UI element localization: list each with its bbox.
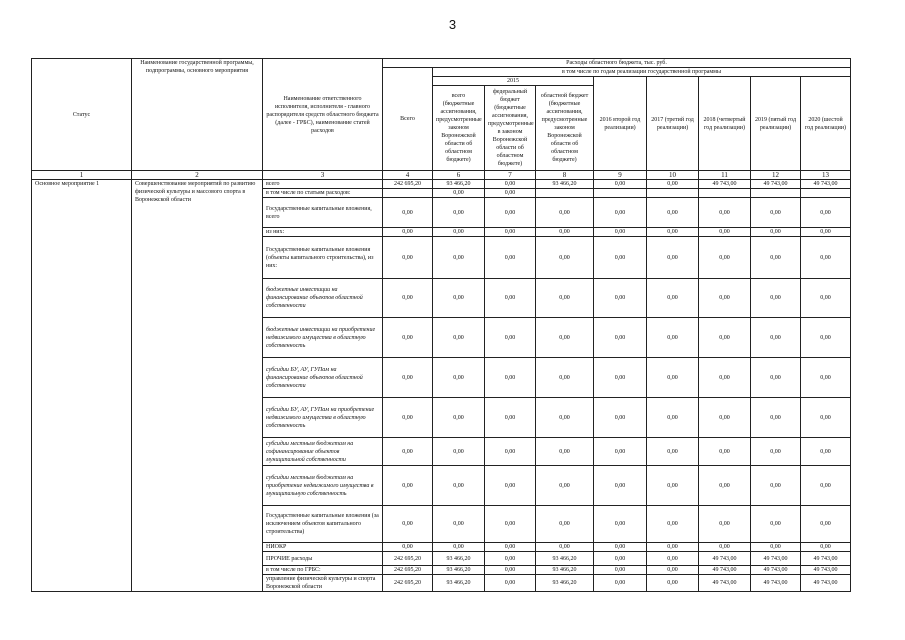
value-cell: 0,00 — [433, 506, 485, 543]
value-cell: 0,00 — [485, 466, 536, 506]
value-cell: 0,00 — [699, 506, 751, 543]
value-cell: 0,00 — [485, 318, 536, 358]
column-number: 6 — [433, 171, 485, 180]
value-cell: 0,00 — [751, 279, 801, 318]
header-2015-federal: федеральный бюджет (бюджетные ассигнования, предусмотренные в законом Воронежской области об областном бюджете) — [485, 86, 536, 171]
header-by-years: в том числе по годам реализации государственной программы — [433, 68, 851, 77]
value-cell: 0,00 — [383, 358, 433, 398]
value-cell: 0,00 — [433, 198, 485, 228]
value-cell: 0,00 — [801, 438, 851, 466]
value-cell: 0,00 — [751, 318, 801, 358]
value-cell — [751, 189, 801, 198]
value-cell: 242 695,20 — [383, 566, 433, 575]
value-cell: 93 466,20 — [536, 180, 594, 189]
value-cell: 0,00 — [594, 228, 647, 237]
value-cell: 0,00 — [594, 398, 647, 438]
value-cell: 49 743,00 — [699, 552, 751, 566]
value-cell: 0,00 — [383, 506, 433, 543]
value-cell: 0,00 — [383, 279, 433, 318]
value-cell: 0,00 — [433, 237, 485, 279]
value-cell: 49 743,00 — [751, 575, 801, 592]
row-label: ПРОЧИЕ расходы — [263, 552, 383, 566]
value-cell: 0,00 — [536, 506, 594, 543]
row-label: субсидии БУ, АУ, ГУПам на финансирование объектов областной собственности — [263, 358, 383, 398]
value-cell: 242 695,20 — [383, 180, 433, 189]
value-cell: 0,00 — [699, 438, 751, 466]
value-cell: 0,00 — [801, 279, 851, 318]
value-cell: 0,00 — [536, 543, 594, 552]
value-cell: 242 695,20 — [383, 552, 433, 566]
value-cell: 49 743,00 — [801, 566, 851, 575]
value-cell — [801, 189, 851, 198]
value-cell: 0,00 — [485, 237, 536, 279]
value-cell: 0,00 — [647, 398, 699, 438]
value-cell: 0,00 — [647, 358, 699, 398]
value-cell: 0,00 — [751, 398, 801, 438]
value-cell: 0,00 — [801, 506, 851, 543]
value-cell: 93 466,20 — [536, 552, 594, 566]
value-cell: 0,00 — [594, 506, 647, 543]
value-cell — [383, 189, 433, 198]
row-label: всего — [263, 180, 383, 189]
value-cell: 49 743,00 — [699, 575, 751, 592]
value-cell: 93 466,20 — [433, 180, 485, 189]
column-number-row — [32, 171, 851, 180]
value-cell: 0,00 — [801, 228, 851, 237]
header-2015-all: всего (бюджетные ассигнования, предусмотренные законом Воронежской области об областном бюджете) — [433, 86, 485, 171]
column-number: 9 — [594, 171, 647, 180]
value-cell: 93 466,20 — [433, 575, 485, 592]
value-cell: 0,00 — [383, 466, 433, 506]
value-cell: 93 466,20 — [433, 552, 485, 566]
value-cell: 0,00 — [801, 318, 851, 358]
value-cell: 0,00 — [383, 198, 433, 228]
value-cell: 242 695,20 — [383, 575, 433, 592]
value-cell: 0,00 — [699, 398, 751, 438]
header-2020: 2020 (шестой год реализации) — [801, 77, 851, 171]
value-cell: 93 466,20 — [433, 566, 485, 575]
value-cell: 93 466,20 — [536, 566, 594, 575]
header-total: Всего — [383, 68, 433, 171]
table-row — [32, 180, 851, 189]
value-cell: 0,00 — [647, 228, 699, 237]
value-cell: 0,00 — [536, 398, 594, 438]
column-number: 2 — [132, 171, 263, 180]
value-cell: 49 743,00 — [699, 566, 751, 575]
value-cell: 0,00 — [699, 237, 751, 279]
row-label: в том числе по статьям расходов: — [263, 189, 383, 198]
value-cell: 0,00 — [485, 543, 536, 552]
value-cell: 0,00 — [594, 279, 647, 318]
value-cell: 0,00 — [647, 506, 699, 543]
value-cell: 0,00 — [433, 543, 485, 552]
value-cell: 0,00 — [485, 180, 536, 189]
value-cell: 0,00 — [699, 198, 751, 228]
value-cell: 49 743,00 — [801, 180, 851, 189]
value-cell: 0,00 — [536, 466, 594, 506]
row-label: бюджетные инвестиции на приобретение недвижимого имущества в областную собственность — [263, 318, 383, 358]
value-cell: 0,00 — [485, 198, 536, 228]
value-cell: 0,00 — [433, 358, 485, 398]
page-number: 3 — [448, 17, 457, 32]
value-cell: 0,00 — [647, 237, 699, 279]
column-number: 11 — [699, 171, 751, 180]
value-cell: 0,00 — [485, 438, 536, 466]
column-number: 4 — [383, 171, 433, 180]
row-label: субсидии БУ, АУ, ГУПам на приобретение недвижимого имущества в областную собственность — [263, 398, 383, 438]
value-cell: 0,00 — [485, 189, 536, 198]
value-cell: 0,00 — [594, 552, 647, 566]
row-label: из них: — [263, 228, 383, 237]
column-number: 10 — [647, 171, 699, 180]
value-cell: 0,00 — [383, 237, 433, 279]
value-cell: 0,00 — [801, 358, 851, 398]
row-label: Государственные капитальные вложения, всего — [263, 198, 383, 228]
value-cell: 0,00 — [594, 180, 647, 189]
value-cell: 49 743,00 — [801, 575, 851, 592]
header-expenses-title: Расходы областного бюджета, тыс. руб. — [383, 59, 851, 68]
value-cell: 0,00 — [751, 228, 801, 237]
value-cell: 0,00 — [594, 566, 647, 575]
value-cell: 0,00 — [594, 575, 647, 592]
value-cell: 0,00 — [699, 358, 751, 398]
column-number: 8 — [536, 171, 594, 180]
value-cell: 0,00 — [485, 228, 536, 237]
value-cell: 0,00 — [751, 543, 801, 552]
value-cell: 0,00 — [485, 279, 536, 318]
header-2017: 2017 (третий год реализации) — [647, 77, 699, 171]
budget-table — [31, 58, 851, 592]
column-number: 3 — [263, 171, 383, 180]
value-cell: 0,00 — [699, 279, 751, 318]
column-number: 7 — [485, 171, 536, 180]
value-cell: 49 743,00 — [751, 566, 801, 575]
column-number: 1 — [32, 171, 132, 180]
value-cell — [647, 189, 699, 198]
value-cell: 0,00 — [647, 279, 699, 318]
value-cell: 0,00 — [647, 180, 699, 189]
value-cell: 0,00 — [647, 466, 699, 506]
value-cell: 0,00 — [536, 228, 594, 237]
value-cell: 0,00 — [594, 237, 647, 279]
value-cell — [536, 189, 594, 198]
value-cell: 0,00 — [433, 466, 485, 506]
value-cell: 49 743,00 — [801, 552, 851, 566]
value-cell: 0,00 — [699, 228, 751, 237]
value-cell: 0,00 — [751, 198, 801, 228]
row-label: субсидии местным бюджетам на софинансирование объектов муниципальной собственности — [263, 438, 383, 466]
value-cell: 0,00 — [751, 438, 801, 466]
value-cell: 0,00 — [801, 466, 851, 506]
value-cell: 0,00 — [536, 198, 594, 228]
value-cell: 0,00 — [485, 575, 536, 592]
value-cell: 0,00 — [594, 358, 647, 398]
value-cell: 0,00 — [485, 358, 536, 398]
value-cell: 0,00 — [594, 318, 647, 358]
value-cell: 0,00 — [485, 506, 536, 543]
value-cell: 0,00 — [699, 318, 751, 358]
status-cell: Основное мероприятие 1 — [32, 180, 132, 592]
value-cell: 0,00 — [647, 318, 699, 358]
value-cell: 0,00 — [383, 438, 433, 466]
header-program: Наименование государственной программы, подпрограммы, основного мероприятия — [132, 59, 263, 171]
value-cell: 0,00 — [801, 198, 851, 228]
value-cell: 49 743,00 — [699, 180, 751, 189]
row-label: Государственные капитальные вложения (за исключением объектов капитального строительства) — [263, 506, 383, 543]
value-cell: 0,00 — [751, 237, 801, 279]
value-cell: 0,00 — [647, 438, 699, 466]
column-number: 13 — [801, 171, 851, 180]
value-cell: 0,00 — [594, 198, 647, 228]
value-cell: 0,00 — [647, 552, 699, 566]
value-cell — [699, 189, 751, 198]
value-cell: 0,00 — [594, 438, 647, 466]
value-cell: 0,00 — [801, 237, 851, 279]
value-cell: 0,00 — [536, 279, 594, 318]
value-cell: 0,00 — [647, 575, 699, 592]
value-cell: 0,00 — [383, 228, 433, 237]
row-label: управление физической культуры и спорта Воронежской области — [263, 575, 383, 592]
value-cell: 93 466,20 — [536, 575, 594, 592]
row-label: Государственные капитальные вложения (объекты капитального строительства), из них: — [263, 237, 383, 279]
value-cell: 0,00 — [433, 438, 485, 466]
value-cell: 0,00 — [383, 318, 433, 358]
header-2016: 2016 второй год реализации) — [594, 77, 647, 171]
value-cell: 0,00 — [485, 566, 536, 575]
header-status: Статус — [32, 59, 132, 171]
header-2019: 2019 (пятый год реализации) — [751, 77, 801, 171]
value-cell: 0,00 — [801, 398, 851, 438]
value-cell: 0,00 — [433, 398, 485, 438]
value-cell: 0,00 — [383, 398, 433, 438]
header-2015-regional: областной бюджет (бюджетные ассигнования, предусмотренные законом Воронежской области об областном бюджете) — [536, 86, 594, 171]
value-cell: 0,00 — [433, 189, 485, 198]
header-2018: 2018 (четвертый год реализации) — [699, 77, 751, 171]
value-cell: 0,00 — [485, 398, 536, 438]
value-cell: 0,00 — [594, 543, 647, 552]
value-cell: 0,00 — [485, 552, 536, 566]
value-cell: 0,00 — [594, 466, 647, 506]
value-cell: 0,00 — [699, 466, 751, 506]
row-label: бюджетные инвестиции на финансирование объектов областной собственности — [263, 279, 383, 318]
value-cell: 0,00 — [751, 506, 801, 543]
value-cell — [594, 189, 647, 198]
value-cell: 0,00 — [433, 279, 485, 318]
value-cell: 0,00 — [536, 358, 594, 398]
value-cell: 0,00 — [536, 438, 594, 466]
header-year-2015: 2015 — [433, 77, 594, 86]
value-cell: 0,00 — [536, 237, 594, 279]
value-cell: 0,00 — [383, 543, 433, 552]
header-executor: Наименование ответственного исполнителя, исполнителя - главного распорядителя средств областного бюджета (далее - ГРБС), наименование статей расходов — [263, 59, 383, 171]
column-number: 12 — [751, 171, 801, 180]
value-cell: 0,00 — [433, 318, 485, 358]
value-cell: 49 743,00 — [751, 180, 801, 189]
row-label: субсидии местным бюджетам на приобретение недвижимого имущества в муниципальную собственность — [263, 466, 383, 506]
value-cell: 0,00 — [647, 198, 699, 228]
value-cell: 49 743,00 — [751, 552, 801, 566]
row-label: в том числе по ГРБС: — [263, 566, 383, 575]
value-cell: 0,00 — [801, 543, 851, 552]
value-cell: 0,00 — [433, 228, 485, 237]
value-cell: 0,00 — [751, 466, 801, 506]
value-cell: 0,00 — [536, 318, 594, 358]
row-label: НИОКР — [263, 543, 383, 552]
value-cell: 0,00 — [751, 358, 801, 398]
value-cell: 0,00 — [647, 543, 699, 552]
program-cell: Совершенствование мероприятий по развитию физической культуры и массового спорта в Воронежской области — [132, 180, 263, 592]
value-cell: 0,00 — [699, 543, 751, 552]
value-cell: 0,00 — [647, 566, 699, 575]
